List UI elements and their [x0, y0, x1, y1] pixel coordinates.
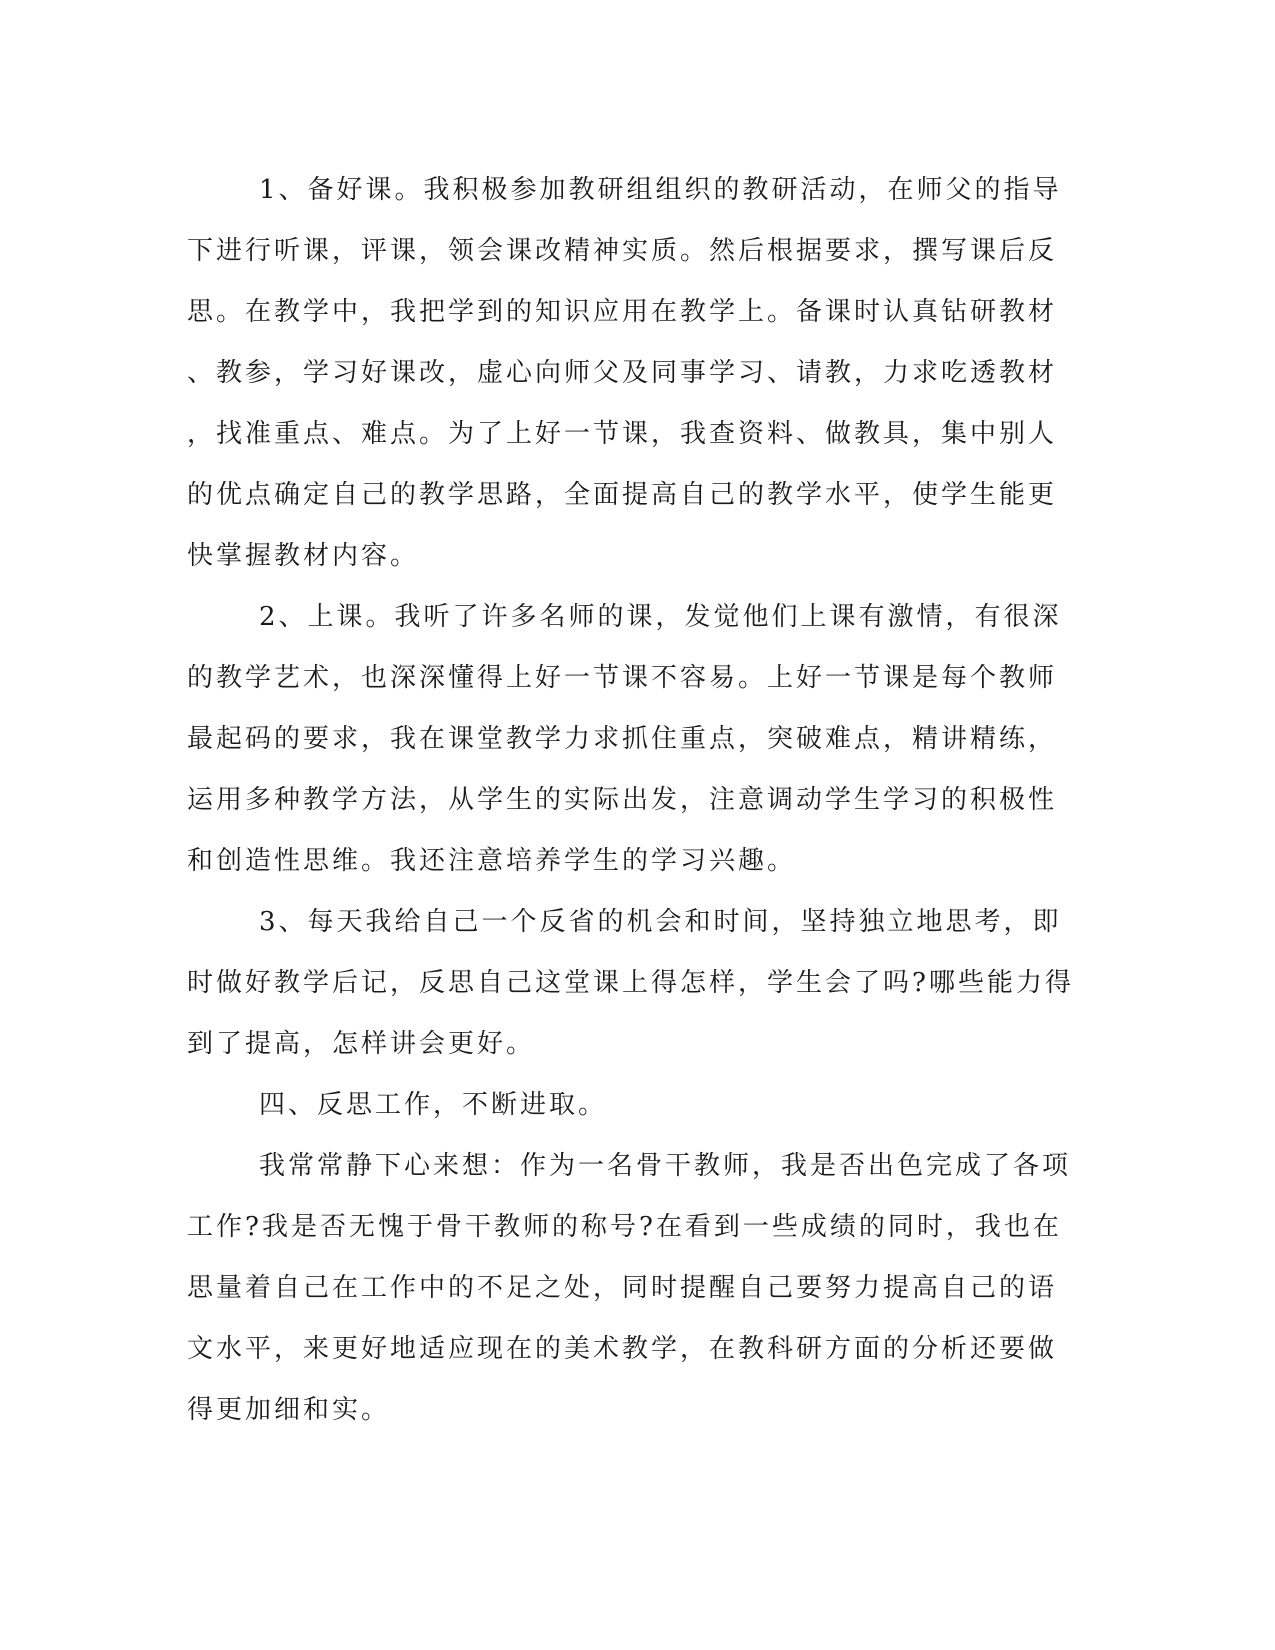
text-line: 工作?我是否无愧于骨干教师的称号?在看到一些成绩的同时，我也在 — [187, 1212, 1062, 1242]
text-line: 最起码的要求，我在课堂教学力求抓住重点，突破难点，精讲精练， — [187, 724, 1058, 754]
text-line: 思量着自己在工作中的不足之处，同时提醒自己要努力提高自己的语 — [187, 1273, 1058, 1303]
text-line: 的教学艺术，也深深懂得上好一节课不容易。上好一节课是每个教师 — [187, 663, 1058, 693]
section-heading-text: 四、反思工作，不断进取。 — [259, 1090, 608, 1120]
paragraph-reflection — [187, 892, 1074, 1075]
text-line: 时做好教学后记，反思自己这堂课上得怎样，学生会了吗?哪些能力得 — [187, 968, 1074, 998]
text-line: 运用多种教学方法，从学生的实际出发，注意调动学生学习的积极性 — [187, 785, 1058, 815]
body-text — [187, 160, 1074, 1441]
text-line: 和创造性思维。我还注意培养学生的学习兴趣。 — [187, 846, 797, 876]
text-line: 我常常静下心来想：作为一名骨干教师，我是否出色完成了各项 — [259, 1151, 1072, 1181]
text-line: 3、每天我给自己一个反省的机会和时间，坚持独立地思考，即 — [259, 907, 1062, 937]
text-line: 文水平，来更好地适应现在的美术教学，在教科研方面的分析还要做 — [187, 1334, 1058, 1364]
paragraph-lesson-prep — [187, 160, 1062, 587]
text-line: 、教参，学习好课改，虚心向师父及同事学习、请教，力求吃透教材 — [187, 358, 1058, 388]
text-line: 思。在教学中，我把学到的知识应用在教学上。备课时认真钻研教材 — [187, 297, 1058, 327]
paragraph-teaching — [187, 587, 1062, 892]
text-line: 得更加细和实。 — [187, 1395, 391, 1425]
text-line: 的优点确定自己的教学思路，全面提高自己的教学水平，使学生能更 — [187, 480, 1058, 510]
text-line: 快掌握教材内容。 — [187, 541, 420, 571]
text-line: 下进行听课，评课，领会课改精神实质。然后根据要求，撰写课后反 — [187, 236, 1058, 266]
text-line: ，找准重点、难点。为了上好一节课，我查资料、做教具，集中别人 — [187, 419, 1058, 449]
text-line: 1、备好课。我积极参加教研组组织的教研活动，在师父的指导 — [259, 175, 1062, 205]
paragraph-self-review — [187, 1136, 1072, 1441]
section-heading — [187, 1075, 1047, 1136]
text-line: 到了提高，怎样讲会更好。 — [187, 1029, 536, 1059]
text-line: 2、上课。我听了许多名师的课，发觉他们上课有激情，有很深 — [259, 602, 1062, 632]
